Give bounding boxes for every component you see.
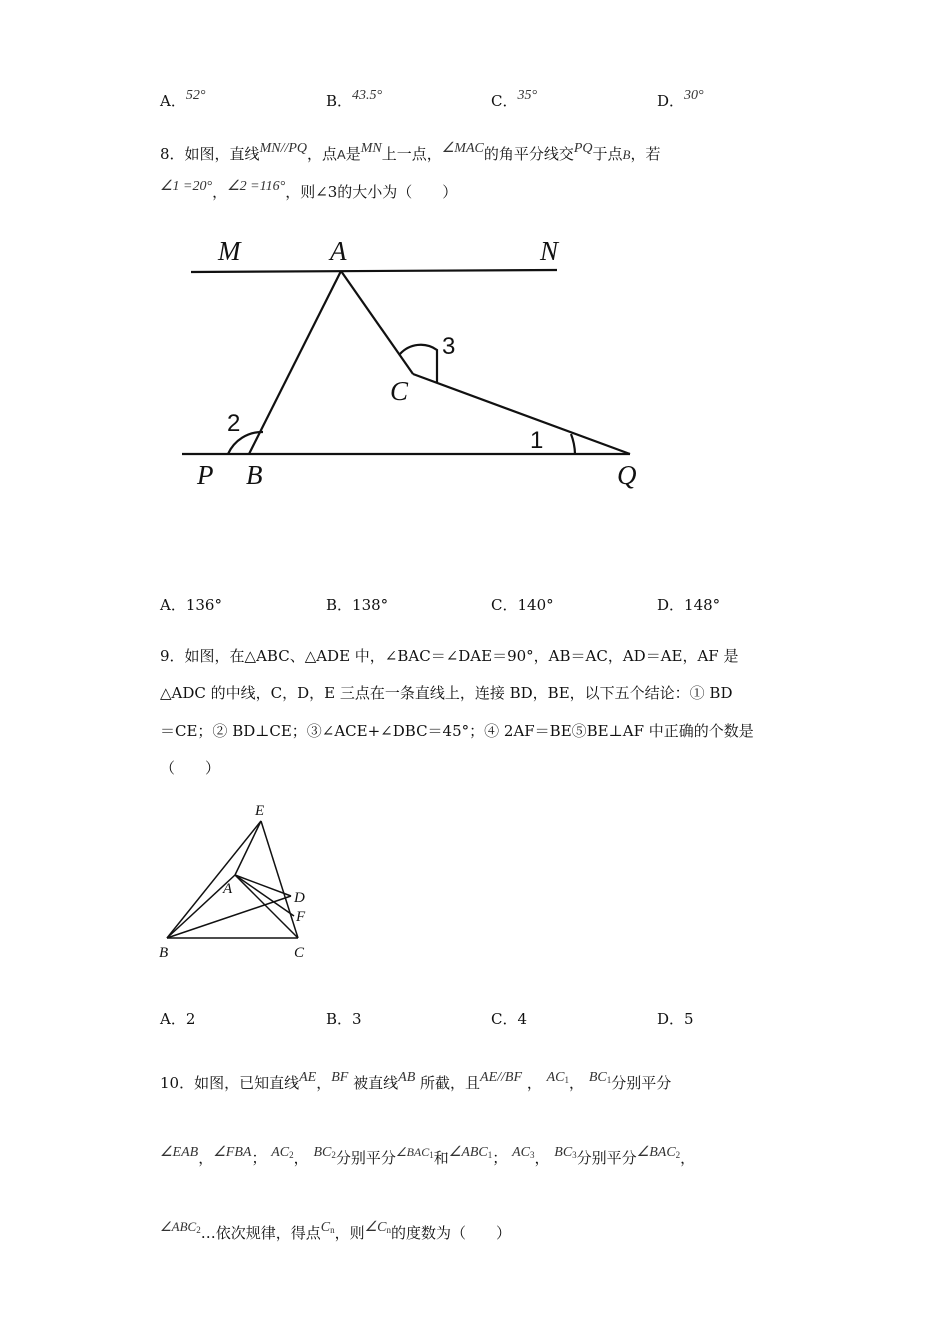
label-a: A [223, 881, 233, 897]
question-9-line-1: 9．如图，在△ABC、△ADE 中，∠BAC＝∠DAE＝90°，AB＝AC，AD＝AE，AF 是 [160, 647, 739, 665]
option-value: 35° [517, 88, 538, 103]
option-c: C．140° [491, 596, 554, 614]
option-c: C．4 [491, 1010, 528, 1028]
label-d: D [294, 890, 305, 906]
option-a: A．2 [160, 1010, 196, 1028]
segment-ad [235, 875, 291, 896]
label-angle-3: 3 [442, 333, 456, 360]
label-b: B [159, 945, 169, 961]
option-d: D．148° [657, 596, 721, 614]
label-angle-1: 1 [530, 427, 544, 454]
question-10-line-3: $\angle ABC_2\dots$依次规律，得点$C_n$，则$\angle C_n$的度数为（ ） [160, 1219, 511, 1242]
option-value: 43.5° [352, 88, 383, 103]
option-b: B．43.5° [326, 88, 383, 110]
option-d: D．30° [657, 88, 704, 110]
option-a: A．52° [160, 88, 206, 110]
option-d: D．5 [657, 1010, 694, 1028]
label-b: B [246, 460, 263, 490]
segment-bd [167, 896, 291, 938]
question-8-line-2: ∠1 =20°，∠2 =116°，则∠3的大小为（ ） [160, 179, 458, 201]
option-value: 30° [684, 88, 704, 103]
label-e: E [255, 803, 265, 819]
question-10-line-1: 10．如图，已知直线AE，BF 被直线AB 所截，且AE//BF ， $AC_1$， $BC_1$分别平分 [160, 1070, 672, 1092]
question-8-line-1: 8．如图，直线MN//PQ，点A是MN上一点，∠MAC的角平分线交PQ于点B，若 [160, 141, 661, 163]
option-b: B．3 [326, 1010, 362, 1028]
question-10-line-2: ∠EAB，∠FBA； $AC_2$， $BC_2$分别平分$^{\angle BAC_1}$和$\angle ABC_1$； $AC_3$， $BC_3$分别平分$\angle BAC_2$， [160, 1145, 696, 1167]
option-c: C．35° [491, 88, 538, 110]
label-n: N [540, 236, 559, 266]
label-m: M [218, 236, 241, 266]
label-a: A [330, 236, 347, 266]
label-angle-2: 2 [227, 410, 241, 437]
option-value: 52° [185, 88, 206, 103]
option-b: B．138° [326, 596, 389, 614]
label-q: Q [617, 460, 637, 490]
question-9-line-2: △ADC 的中线，C，D，E 三点在一条直线上，连接 BD，BE，以下五个结论：① BD [160, 684, 733, 702]
label-p: P [197, 460, 214, 490]
label-c: C [390, 376, 409, 406]
question-9-line-4: （ ） [160, 759, 221, 777]
label-f: F [296, 909, 306, 925]
option-a: A．136° [160, 596, 222, 614]
question-9-line-3: ＝CE；② BD⊥CE；③∠ACE+∠DBC＝45°；④ 2AF＝BE⑤BE⊥AF 中正确的个数是 [160, 722, 754, 740]
label-c: C [294, 945, 305, 961]
